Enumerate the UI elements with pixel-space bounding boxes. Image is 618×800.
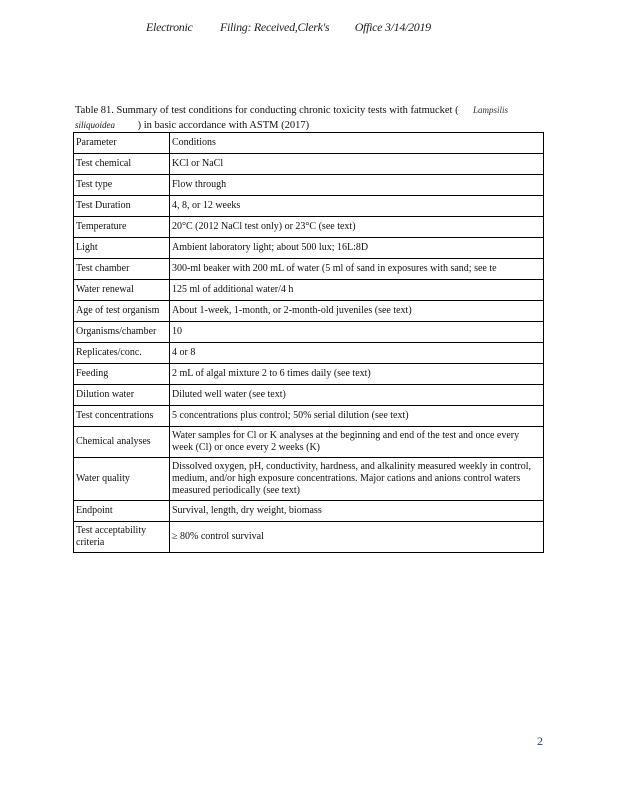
table-row xyxy=(74,458,544,501)
caption-species: siliquoidea xyxy=(75,120,115,130)
condition-cell: 10 xyxy=(170,322,544,343)
table-row xyxy=(74,238,544,259)
parameter-cell: Feeding xyxy=(74,364,170,385)
table-row xyxy=(74,133,544,154)
parameter-cell: Age of test organism xyxy=(74,301,170,322)
table-row xyxy=(74,280,544,301)
caption-genus: Lampsilis xyxy=(473,105,509,115)
table-row xyxy=(74,154,544,175)
table-row xyxy=(74,175,544,196)
table-row xyxy=(74,343,544,364)
parameter-cell: Organisms/chamber xyxy=(74,322,170,343)
table-row xyxy=(74,217,544,238)
parameter-cell: Test Duration xyxy=(74,196,170,217)
condition-cell: About 1-week, 1-month, or 2-month-old juveniles (see text) xyxy=(170,301,544,322)
table-row xyxy=(74,364,544,385)
condition-cell: 20°C (2012 NaCl test only) or 23°C (see text) xyxy=(170,217,544,238)
filing-header xyxy=(146,20,431,35)
table-row xyxy=(74,385,544,406)
table-row xyxy=(74,322,544,343)
header-filing-received: Filing: Received,Clerk's xyxy=(219,20,330,34)
condition-cell: Water samples for Cl or K analyses at the beginning and end of the test and once every week (Cl) or once every 2 weeks (K) xyxy=(170,427,544,458)
condition-cell: 300-ml beaker with 200 mL of water (5 ml of sand in exposures with sand; see te xyxy=(170,259,544,280)
condition-cell: Survival, length, dry weight, biomass xyxy=(170,501,544,522)
condition-cell: 5 concentrations plus control; 50% serial dilution (see text) xyxy=(170,406,544,427)
parameter-cell: Test type xyxy=(74,175,170,196)
condition-cell: KCl or NaCl xyxy=(170,154,544,175)
condition-cell: ≥ 80% control survival xyxy=(170,522,544,553)
condition-cell: Dissolved oxygen, pH, conductivity, hardness, and alkalinity measured weekly in control, medium, and/or high exposure concentrations. Major cations and anions control waters measured periodically (see text) xyxy=(170,458,544,501)
parameter-cell: Dilution water xyxy=(74,385,170,406)
caption-line1: Table 81. Summary of test conditions for conducting chronic toxicity tests with fatmucket ( xyxy=(75,105,459,116)
parameter-cell: Temperature xyxy=(74,217,170,238)
condition-cell: Diluted well water (see text) xyxy=(170,385,544,406)
header-office-date: Office 3/14/2019 xyxy=(354,20,431,34)
parameter-cell: Replicates/conc. xyxy=(74,343,170,364)
header-electronic: Electronic xyxy=(146,20,193,34)
condition-cell: Conditions xyxy=(170,133,544,154)
table-caption xyxy=(75,104,545,133)
condition-cell: Flow through xyxy=(170,175,544,196)
parameter-cell: Endpoint xyxy=(74,501,170,522)
table-row xyxy=(74,196,544,217)
condition-cell: 125 ml of additional water/4 h xyxy=(170,280,544,301)
parameter-cell: Parameter xyxy=(74,133,170,154)
parameter-cell: Test chamber xyxy=(74,259,170,280)
parameter-cell: Water renewal xyxy=(74,280,170,301)
parameter-cell: Test chemical xyxy=(74,154,170,175)
table-row xyxy=(74,259,544,280)
condition-cell: 4 or 8 xyxy=(170,343,544,364)
test-conditions-table xyxy=(73,132,544,553)
page-number: 2 xyxy=(537,734,543,748)
table-row xyxy=(74,301,544,322)
table-row xyxy=(74,501,544,522)
table-row xyxy=(74,427,544,458)
parameter-cell: Water quality xyxy=(74,458,170,501)
table-row xyxy=(74,522,544,553)
parameter-cell: Chemical analyses xyxy=(74,427,170,458)
condition-cell: 2 mL of algal mixture 2 to 6 times daily (see text) xyxy=(170,364,544,385)
table-row xyxy=(74,406,544,427)
caption-line2: ) in basic accordance with ASTM (2017) xyxy=(135,120,310,131)
parameter-cell: Light xyxy=(74,238,170,259)
condition-cell: 4, 8, or 12 weeks xyxy=(170,196,544,217)
parameter-cell: Test concentrations xyxy=(74,406,170,427)
parameter-cell: Test acceptability criteria xyxy=(74,522,170,553)
condition-cell: Ambient laboratory light; about 500 lux; 16L:8D xyxy=(170,238,544,259)
